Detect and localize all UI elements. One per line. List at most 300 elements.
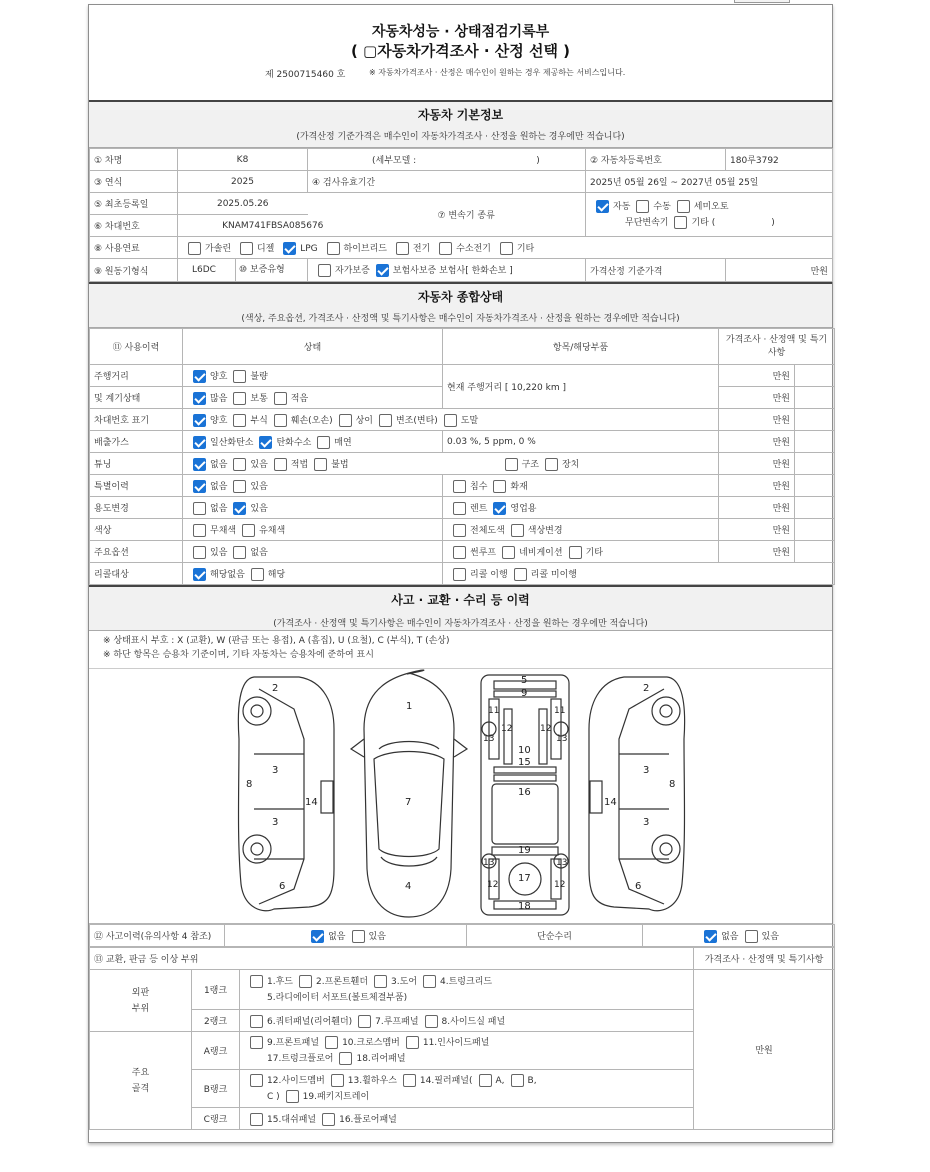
diagram-number: 3: [272, 817, 279, 828]
checkbox-package-tray[interactable]: [286, 1090, 299, 1103]
engine-cell: [178, 259, 308, 282]
front-fender-label: 2.프론트휀더: [315, 976, 369, 987]
status-col-item: 항목/해당부품: [443, 329, 719, 365]
accident-history-options: [225, 925, 467, 947]
opt-option-other: 기타: [585, 547, 603, 558]
row-options-items: [443, 541, 719, 563]
opt-normal: 보통: [250, 393, 268, 404]
opt-altered: 변조(변타): [395, 415, 438, 426]
price-unit: 만원: [719, 519, 795, 541]
checkbox-many[interactable]: [193, 392, 206, 405]
quarter-panel-label: 6.쿼터패널(리어휀더): [267, 1016, 353, 1027]
vin-text: KNAM741FBSA085676: [222, 220, 324, 231]
self-warranty-label: 자가보증: [335, 266, 370, 276]
detail-model-cell: [308, 149, 586, 171]
opt-corrosion: 부식: [250, 415, 268, 426]
checkbox-good[interactable]: [193, 370, 206, 383]
row-tuning-label: 튜닝: [90, 453, 183, 475]
main-frame-group: [90, 1032, 192, 1130]
rear-panel-label: 18.리어패널: [356, 1053, 406, 1064]
opt-tuning-none: 없음: [210, 459, 228, 470]
rankB-row-1: [244, 1073, 689, 1089]
main-label: 주요: [131, 1067, 150, 1078]
price-unit: 만원: [719, 453, 795, 475]
first-reg-value: 2025.05.26: [178, 193, 308, 215]
checkbox-structure[interactable]: [505, 458, 518, 471]
rankA-label: A랭크: [192, 1032, 240, 1070]
checkbox-side-member[interactable]: [250, 1074, 263, 1087]
checkbox-auto[interactable]: [596, 200, 609, 213]
diagram-number: 12: [487, 880, 499, 890]
checkbox-trans-other[interactable]: [674, 216, 687, 229]
price-extra: [795, 409, 835, 431]
checkbox-quarter-panel[interactable]: [250, 1015, 263, 1028]
price-extra: [795, 453, 835, 475]
opt-illegal: 불법: [331, 459, 349, 470]
checkbox-legal[interactable]: [274, 458, 287, 471]
diagram-number: 17: [518, 873, 531, 884]
opt-navigation: 네비게이션: [519, 547, 563, 558]
row-special-items: [443, 475, 719, 497]
checkbox-wheel-house[interactable]: [331, 1074, 344, 1087]
car-diagram: [89, 669, 834, 924]
pillar-c-label: C ): [267, 1091, 280, 1102]
status-title: 자동차 종합상태: [417, 290, 504, 304]
checkbox-insurer-warranty[interactable]: [376, 264, 389, 277]
detail-model-close: ): [536, 156, 540, 166]
diagram-number: 1: [406, 701, 413, 712]
trans-other-close: ): [771, 217, 775, 228]
fuel-other-label: 기타: [516, 243, 535, 254]
checkbox-opt-no[interactable]: [233, 546, 246, 559]
opt-different: 상이: [355, 415, 373, 426]
diagram-number: 2: [643, 683, 650, 694]
opt-tuning-yes: 있음: [250, 459, 268, 470]
vin-label: ⑥ 차대번호: [90, 215, 178, 237]
opt-bad: 불량: [250, 371, 268, 382]
checkbox-special-none[interactable]: [193, 480, 206, 493]
row-usage-items: [443, 497, 719, 519]
outer-label: 외판: [131, 987, 150, 998]
opt-recall-pending: 리콜 미이행: [530, 569, 577, 580]
checkbox-illegal[interactable]: [314, 458, 327, 471]
opt-structure: 구조: [521, 459, 539, 470]
checkbox-flood[interactable]: [453, 480, 466, 493]
opt-many: 많음: [210, 393, 228, 404]
diagram-number: 11: [554, 706, 566, 716]
diagram-number: 6: [635, 881, 642, 892]
emission-values: 0.03 %, 5 ppm, 0 %: [443, 431, 719, 453]
opt-sunroof: 썬루프: [470, 547, 497, 558]
diesel-label: 디젤: [256, 243, 275, 254]
checkbox-full-paint[interactable]: [453, 524, 466, 537]
checkbox-hood[interactable]: [250, 975, 263, 988]
car-frame-view: [481, 675, 569, 915]
checkbox-hc[interactable]: [259, 436, 272, 449]
checkbox-recall-pending[interactable]: [514, 568, 527, 581]
legend-codes: ※ 상태표시 부호 : X (교환), W (판금 또는 용접), A (흠집), U (요철), C (부식), T (손상): [103, 636, 450, 646]
price-extra: [795, 541, 835, 563]
checkbox-roof-panel[interactable]: [358, 1015, 371, 1028]
checkbox-vin-good[interactable]: [193, 414, 206, 427]
status-subtitle: (색상, 주요옵션, 가격조사 · 산정액 및 특기사항은 매수인이 자동차가격조사 · 산정을 원하는 경우에만 적습니다): [241, 314, 680, 324]
basic-info-title: 자동차 기본정보: [417, 108, 504, 122]
exchange-price-note: 가격조사 · 산정액 및 특기사항: [694, 948, 835, 970]
checkbox-sunroof[interactable]: [453, 546, 466, 559]
lpg-label: LPG: [300, 243, 318, 254]
diagram-number: 9: [521, 688, 528, 699]
opt-flood: 침수: [470, 481, 488, 492]
checkbox-opt-yes[interactable]: [193, 546, 206, 559]
car-name-value: K8: [178, 149, 308, 171]
floor-panel-label: 16.플로어패널: [339, 1114, 397, 1125]
car-name-label: ① 차명: [90, 149, 178, 171]
checkbox-color-change[interactable]: [511, 524, 524, 537]
price-extra: [795, 497, 835, 519]
diagram-number: 13: [556, 858, 568, 868]
row-vin-state: [183, 409, 719, 431]
accident-subtitle: (가격조사 · 산정액 및 특기사항은 매수인이 자동차가격조사 · 산정을 원하는 경우에만 적습니다): [273, 619, 648, 629]
diagram-number: 12: [554, 880, 566, 890]
electric-label: 전기: [412, 243, 431, 254]
checkbox-repair-none[interactable]: [704, 930, 717, 943]
opt-smoke: 매연: [334, 437, 352, 448]
checkbox-dash-panel[interactable]: [250, 1113, 263, 1126]
opt-special-yes: 있음: [250, 481, 268, 492]
price-base-unit: 만원: [726, 259, 833, 282]
row-gauge-state: [183, 387, 443, 409]
car-right-side-view: [589, 677, 685, 911]
vin-value: [178, 215, 324, 237]
checkbox-side-sill[interactable]: [425, 1015, 438, 1028]
opt-hc: 탄화수소: [276, 437, 312, 448]
checkbox-device[interactable]: [545, 458, 558, 471]
row-usage-state: [183, 497, 443, 519]
status-table: [89, 328, 835, 585]
checkbox-usage-yes[interactable]: [233, 502, 246, 515]
row-special-state: [183, 475, 443, 497]
simple-repair-options: [643, 925, 835, 947]
cross-member-label: 10.크로스멤버: [342, 1037, 400, 1048]
checkbox-trunk-lid[interactable]: [423, 975, 436, 988]
opt-opt-yes: 있음: [210, 547, 228, 558]
checkbox-achromatic[interactable]: [193, 524, 206, 537]
fuel-options: [178, 237, 833, 259]
inspect-label: ④ 검사유효기간: [308, 171, 586, 193]
rankA-row-1: [244, 1035, 689, 1051]
rankB-items: [240, 1070, 694, 1108]
reg-no-value: 180루3792: [726, 149, 833, 171]
checkbox-rear-panel[interactable]: [339, 1052, 352, 1065]
row-special-label: 특별이력: [90, 475, 183, 497]
fuel-label: ⑧ 사용연료: [90, 237, 178, 259]
checkbox-cross-member[interactable]: [325, 1036, 338, 1049]
transmission-label: ⑦ 변속기 종류: [308, 193, 586, 237]
manual-label: 수동: [653, 201, 671, 212]
engine-label: ⑨ 원동기형식: [90, 259, 178, 282]
checkbox-diesel[interactable]: [240, 242, 253, 255]
price-extra: [795, 475, 835, 497]
basic-info-band: [89, 102, 832, 148]
dash-panel-label: 15.대쉬패널: [267, 1114, 317, 1125]
price-unit: 만원: [719, 497, 795, 519]
auto-label: 자동: [613, 201, 631, 212]
gasoline-label: 가솔린: [205, 243, 232, 254]
service-note: ※ 자동차가격조사 · 산정은 매수인이 원하는 경우 제공하는 서비스입니다.: [369, 68, 626, 77]
rankA-items: [240, 1032, 694, 1070]
row-color-label: 색상: [90, 519, 183, 541]
diagram-number: 14: [604, 797, 617, 808]
pillar-a-label: A,: [495, 1075, 505, 1086]
row-recall-state: [183, 563, 443, 585]
cvt-label: 무단변속기: [625, 217, 669, 228]
row-vin-label: 차대번호 표기: [90, 409, 183, 431]
rank2-items: [240, 1010, 694, 1032]
checkbox-different[interactable]: [339, 414, 352, 427]
checkbox-gasoline[interactable]: [188, 242, 201, 255]
row-options-label: 주요옵션: [90, 541, 183, 563]
rankC-items: [240, 1108, 694, 1130]
opt-fire: 화재: [510, 481, 528, 492]
diagram-number: 7: [405, 797, 412, 808]
checkbox-usage-none[interactable]: [193, 502, 206, 515]
transmission-row-1: [590, 199, 828, 215]
checkbox-pillar-b[interactable]: [511, 1074, 524, 1087]
side-sill-label: 8.사이드실 패널: [441, 1016, 506, 1027]
diagram-number: 18: [518, 901, 531, 912]
checkbox-smeared[interactable]: [444, 414, 457, 427]
opt-chromatic: 유채색: [259, 525, 286, 536]
checkbox-front-panel[interactable]: [250, 1036, 263, 1049]
semi-auto-label: 세미오토: [693, 201, 729, 212]
checkbox-lpg[interactable]: [283, 242, 296, 255]
opt-commercial: 영업용: [510, 503, 537, 514]
diagram-number: 12: [501, 724, 513, 734]
rankB-label: B랭크: [192, 1070, 240, 1108]
diagram-number: 8: [246, 779, 253, 790]
checkbox-rent[interactable]: [453, 502, 466, 515]
row-gauge-label: 및 계기상태: [90, 387, 183, 409]
opt-damage: 훼손(오손): [290, 415, 333, 426]
price-extra: [795, 431, 835, 453]
checkbox-electric[interactable]: [396, 242, 409, 255]
status-col-state: 상태: [183, 329, 443, 365]
checkbox-hydrogen[interactable]: [439, 242, 452, 255]
diagram-number: 13: [483, 858, 495, 868]
roof-panel-label: 7.루프패널: [375, 1016, 419, 1027]
accident-yes-label: 있음: [368, 931, 386, 942]
pillar-panel-label: 14.필러패널(: [419, 1075, 473, 1086]
trunk-floor-label: 17.트렁크플로어: [267, 1053, 334, 1064]
checkbox-inside-panel[interactable]: [406, 1036, 419, 1049]
opt-smeared: 도말: [460, 415, 479, 426]
diagram-number: 13: [556, 734, 568, 744]
checkbox-hybrid[interactable]: [327, 242, 340, 255]
checkbox-chromatic[interactable]: [242, 524, 255, 537]
window-tab-edge: [734, 0, 790, 3]
front-panel-label: 9.프론트패널: [267, 1037, 320, 1048]
checkbox-normal[interactable]: [233, 392, 246, 405]
document-subtitle: ( ▢자동차가격조사 · 산정 선택 ): [350, 42, 571, 60]
transmission-options: [586, 193, 833, 237]
checkbox-accident-yes[interactable]: [352, 930, 365, 943]
checkbox-fire[interactable]: [493, 480, 506, 493]
transmission-row-2: [590, 215, 828, 231]
engine-value: L6DC: [178, 259, 236, 281]
price-unit: 만원: [719, 409, 795, 431]
accident-history-table: [89, 924, 835, 947]
document-title: 자동차성능 · 상태점검기록부: [371, 24, 550, 40]
diagram-number: 14: [305, 797, 318, 808]
hybrid-label: 하이브리드: [343, 243, 388, 254]
price-unit: 만원: [719, 541, 795, 563]
car-diagram-area: [89, 669, 832, 924]
price-unit: 만원: [719, 431, 795, 453]
opt-usage-yes: 있음: [250, 503, 268, 514]
side-member-label: 12.사이드멤버: [267, 1075, 325, 1086]
basic-info-table: [89, 148, 833, 282]
main-label-2: 골격: [131, 1083, 150, 1094]
checkbox-damage[interactable]: [274, 414, 287, 427]
opt-recall-none: 해당없음: [210, 569, 245, 580]
price-unit: 만원: [719, 365, 795, 387]
opt-vin-good: 양호: [210, 415, 228, 426]
basic-info-subtitle: (가격산정 기준가격은 매수인이 자동차가격조사 · 산정을 원하는 경우에만 적습니다): [296, 132, 625, 142]
checkbox-recall-done[interactable]: [453, 568, 466, 581]
accident-none-label: 없음: [328, 931, 346, 942]
row-emission-state: [183, 431, 443, 453]
radiator-support-label: 5.라디에이터 서포트(볼트체결부품): [267, 992, 408, 1003]
checkbox-accident-none[interactable]: [311, 930, 324, 943]
checkbox-semi-auto[interactable]: [677, 200, 690, 213]
opt-recall-yes: 해당: [267, 569, 286, 580]
checkbox-door[interactable]: [374, 975, 387, 988]
checkbox-front-fender[interactable]: [299, 975, 312, 988]
warranty-options: [308, 259, 586, 282]
checkbox-corrosion[interactable]: [233, 414, 246, 427]
status-col-history: ⑪ 사용이력: [90, 329, 183, 365]
diagram-number: 5: [521, 675, 528, 686]
row-color-state: [183, 519, 443, 541]
row-emission-label: 배출가스: [90, 431, 183, 453]
checkbox-pillar-a[interactable]: [479, 1074, 492, 1087]
accident-history-label: ⑫ 사고이력(유의사항 4 참조): [90, 925, 225, 947]
diagram-number: 16: [518, 787, 531, 798]
repair-none-label: 없음: [721, 931, 739, 942]
checkbox-tuning-none[interactable]: [193, 458, 206, 471]
first-reg-label: ⑤ 최초등록일: [90, 193, 178, 215]
checkbox-smoke[interactable]: [317, 436, 330, 449]
status-band: [89, 282, 832, 328]
outer-label-2: 부위: [131, 1003, 150, 1014]
row-mileage-label: 주행거리: [90, 365, 183, 387]
checkbox-co[interactable]: [193, 436, 206, 449]
rank1-label: 1랭크: [192, 970, 240, 1010]
checkbox-bad[interactable]: [233, 370, 246, 383]
checkbox-self-warranty[interactable]: [318, 264, 331, 277]
diagram-number: 3: [272, 765, 279, 776]
inspect-period-value: 2025년 05월 26일 ~ 2027년 05월 25일: [586, 171, 833, 193]
exchange-price-unit: 만원: [694, 970, 835, 1130]
checkbox-recall-yes[interactable]: [251, 568, 264, 581]
opt-few: 적음: [290, 393, 309, 404]
year-value: 2025: [178, 171, 308, 193]
row-recall-items: [443, 563, 835, 585]
checkbox-recall-none[interactable]: [193, 568, 206, 581]
checkbox-floor-panel[interactable]: [322, 1113, 335, 1126]
checkbox-manual[interactable]: [636, 200, 649, 213]
opt-special-none: 없음: [210, 481, 228, 492]
trans-other-label: 기타 (: [691, 217, 716, 228]
simple-repair-label: 단순수리: [467, 925, 643, 947]
checkbox-few[interactable]: [274, 392, 287, 405]
exchange-parts-table: [89, 947, 835, 1130]
status-col-price: 가격조사 · 산정액 및 특기사항: [719, 329, 835, 365]
diagram-number: 12: [540, 724, 552, 734]
inside-panel-label: 11.인사이드패널: [422, 1037, 490, 1048]
diagram-number: 15: [518, 757, 531, 768]
diagram-number: 4: [405, 881, 412, 892]
diagram-number: 8: [669, 779, 676, 790]
price-extra: [795, 365, 835, 387]
diagram-number: 10: [518, 745, 531, 756]
accident-title: 사고 · 교환 · 수리 등 이력: [391, 593, 530, 607]
rank2-label: 2랭크: [192, 1010, 240, 1032]
rankA-row-2: [244, 1051, 689, 1067]
inspection-record-document: [88, 4, 833, 1143]
reg-no-label: ② 자동차등록번호: [586, 149, 726, 171]
repair-yes-label: 있음: [761, 931, 779, 942]
checkbox-tuning-yes[interactable]: [233, 458, 246, 471]
checkbox-special-yes[interactable]: [233, 480, 246, 493]
opt-device: 장치: [561, 459, 580, 470]
checkbox-fuel-other[interactable]: [500, 242, 513, 255]
legend-note: ※ 하단 항목은 승용차 기준이며, 기타 자동차는 승용차에 준하여 표시: [103, 650, 374, 660]
checkbox-pillar-panel[interactable]: [403, 1074, 416, 1087]
opt-full-paint: 전체도색: [470, 525, 505, 536]
diagram-number: 19: [518, 845, 531, 856]
diagram-number: 3: [643, 765, 650, 776]
opt-rent: 렌트: [470, 503, 488, 514]
row-tuning-state: [183, 453, 719, 475]
car-top-view: [351, 670, 467, 917]
rank1-row-2: [244, 990, 689, 1006]
checkbox-altered[interactable]: [379, 414, 392, 427]
checkbox-option-other[interactable]: [569, 546, 582, 559]
opt-opt-no: 없음: [250, 547, 268, 558]
row-usage-label: 용도변경: [90, 497, 183, 519]
document-header: [89, 5, 832, 102]
opt-good: 양호: [210, 371, 228, 382]
hydrogen-label: 수소전기: [456, 243, 491, 254]
diagram-number: 3: [643, 817, 650, 828]
warranty-label: ⑩ 보증유형: [239, 265, 285, 275]
rank1-row-1: [244, 974, 689, 990]
opt-co: 일산화탄소: [210, 437, 254, 448]
outer-panel-group: [90, 970, 192, 1032]
checkbox-repair-yes[interactable]: [745, 930, 758, 943]
row-options-state: [183, 541, 443, 563]
hood-label: 1.후드: [267, 976, 293, 987]
opt-recall-done: 리콜 이행: [470, 569, 508, 580]
price-base-label: 가격산정 기준가격: [586, 259, 726, 282]
checkbox-commercial[interactable]: [493, 502, 506, 515]
row-color-items: [443, 519, 719, 541]
row-recall-label: 리콜대상: [90, 563, 183, 585]
checkbox-navigation[interactable]: [502, 546, 515, 559]
exchange-label: ⑬ 교환, 판금 등 이상 부위: [90, 948, 694, 970]
rankC-label: C랭크: [192, 1108, 240, 1130]
